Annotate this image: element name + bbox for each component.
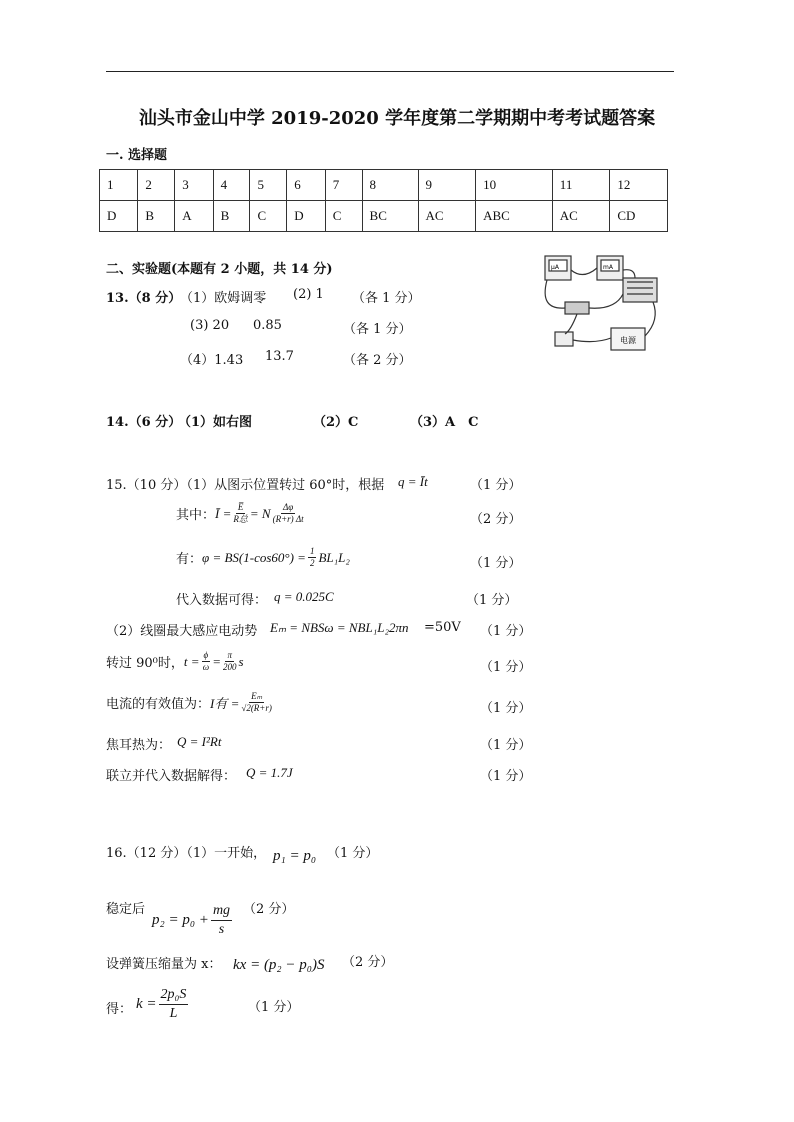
q15-line6-frac1 <box>202 650 211 673</box>
q15-line2-mid: = N <box>249 505 271 521</box>
q16-line1-text: 16.（12 分）（1）一开始， <box>106 846 267 861</box>
q16-line4-text: 得： <box>106 1002 133 1017</box>
table-cell: 7 <box>325 170 362 201</box>
frac-num: mg <box>211 902 232 921</box>
q16-line3-text: 设弹簧压缩量为 x： <box>106 957 222 972</box>
q15-line9-formula: Q = 1.7J <box>246 765 293 780</box>
page-title: 汕头市金山中学 2019-2020 学年度第二学期期中考考试题答案 <box>138 108 656 129</box>
q15-line9-text: 联立并代入数据解得： <box>106 769 237 784</box>
table-cell: AC <box>552 201 610 232</box>
q15-line8-formula: Q = I²Rt <box>177 734 222 749</box>
table-cell: 4 <box>213 170 250 201</box>
q14-label: 14.（6 分） <box>106 415 182 430</box>
table-cell: 11 <box>552 170 610 201</box>
q15-line6 <box>106 650 244 673</box>
q16-line3-formula: kx = (p₂ − p₀)S <box>233 957 325 973</box>
frac-den: 2 <box>309 558 315 568</box>
q15-line7-text: 电流的有效值为： <box>106 697 211 712</box>
q16-line1-formula: p₁ = p₀ <box>273 848 317 864</box>
q16-line2-lhs: p₂ = p₀ + <box>152 912 209 928</box>
q13-answer-4: （4）1.43 <box>180 353 244 368</box>
q16-line1-score: （1 分） <box>327 846 379 861</box>
q16-line4-score: （1 分） <box>248 1000 300 1015</box>
q15-line5-formula: Eₘ = NBSω = NBL₁L₂2πn <box>270 620 409 635</box>
q16-line4-lhs: k = <box>136 996 157 1012</box>
frac-num: π <box>227 650 232 660</box>
q15-line3-formula: φ = BS(1-cos60°) = <box>202 549 306 565</box>
q16-line2-frac <box>211 902 232 939</box>
table-cell: 1 <box>100 170 138 201</box>
table-cell: C <box>250 201 287 232</box>
table-cell: D <box>287 201 325 232</box>
q15-line6-mid: = <box>212 653 221 669</box>
table-cell: B <box>138 201 175 232</box>
q15-line6-score: （1 分） <box>480 660 532 675</box>
frac-num: 2p₀S <box>159 986 189 1005</box>
meter2-label: mA <box>603 264 613 271</box>
q15-line8-text: 焦耳热为： <box>106 738 172 753</box>
q15-line5-text: （2）线圈最大感应电动势 <box>106 624 258 639</box>
q16-line2-formula <box>152 902 234 939</box>
q15-line6-frac2 <box>223 650 237 673</box>
table-cell: C <box>325 201 362 232</box>
q13-answer-1: （1）欧姆调零 <box>180 291 267 306</box>
q13-answer-2: (2) 1 <box>293 287 324 302</box>
battery-label: 电源 <box>620 336 636 345</box>
q15-line4-formula: q = 0.025C <box>274 589 334 604</box>
frac-den: √2(R+r) <box>241 703 272 713</box>
table-cell: B <box>213 201 250 232</box>
table-row-answers <box>100 201 668 232</box>
table-cell: 9 <box>418 170 476 201</box>
header-rule <box>106 71 674 72</box>
meter1-label: μA <box>551 264 559 271</box>
q15-line6-tail: s <box>238 653 244 669</box>
table-cell: 2 <box>138 170 175 201</box>
frac-den: ω <box>202 662 210 672</box>
q13-answer-3b: 0.85 <box>253 318 282 333</box>
q15-line7-frac <box>241 691 272 714</box>
q15-line2-score: （2 分） <box>470 512 522 527</box>
q15-line1-text: 15.（10 分）（1）从图示位置转过 60°时，根据 <box>106 478 385 493</box>
q13-answer-3: (3) 20 <box>190 318 230 333</box>
q15-line7-lhs: I有 = <box>210 696 240 711</box>
frac-den: (R+r) Δt <box>272 514 304 524</box>
q15-line3 <box>176 546 350 569</box>
q13-answer-4b: 13.7 <box>265 349 294 364</box>
q14-answer-3: （3）A C <box>410 415 479 430</box>
table-cell: 6 <box>287 170 325 201</box>
table-cell: BC <box>362 201 418 232</box>
q15-line7-score: （1 分） <box>480 701 532 716</box>
q15-line3-text: 有： <box>176 552 203 567</box>
section1-heading: 一. 选择题 <box>106 148 168 163</box>
table-cell: CD <box>610 201 668 232</box>
section2-heading: 二、实验题(本题有 2 小题，共 14 分) <box>106 262 333 277</box>
table-cell: D <box>100 201 138 232</box>
q15-line4-score: （1 分） <box>466 593 518 608</box>
frac-num: Eₘ <box>251 691 263 701</box>
q15-line7 <box>106 691 274 714</box>
frac-num: 1 <box>309 546 315 556</box>
table-cell: ABC <box>476 201 553 232</box>
q15-line1-score: （1 分） <box>470 478 522 493</box>
q13-score-1: （各 1 分） <box>352 291 421 306</box>
frac-den: 200 <box>222 662 237 672</box>
table-cell: 8 <box>362 170 418 201</box>
frac-den: L <box>169 1006 178 1021</box>
q15-line4-text: 代入数据可得： <box>176 593 268 608</box>
q16-line2-text: 稳定后 <box>106 902 146 917</box>
frac-num: Δφ <box>283 502 294 512</box>
q15-line2-frac1 <box>233 502 248 525</box>
frac-den: R总 <box>233 514 248 524</box>
q15-line6-text: 转过 90⁰时， <box>106 656 184 671</box>
q15-line1-formula: q = Īt <box>398 474 428 489</box>
q15-line2 <box>176 502 306 525</box>
q16-line4-formula <box>136 986 190 1023</box>
q15-line3-tail: BL₁L₂ <box>318 549 350 565</box>
q13-label: 13.（8 分） <box>106 291 182 306</box>
frac-num: E̅ <box>237 502 244 512</box>
table-cell: AC <box>418 201 476 232</box>
circuit-diagram <box>535 250 670 365</box>
q15-line6-lhs: t = <box>183 653 200 669</box>
q15-line2-frac2 <box>273 502 304 525</box>
q15-line8-score: （1 分） <box>480 738 532 753</box>
q15-line3-frac <box>308 546 317 569</box>
q15-line9-score: （1 分） <box>480 769 532 784</box>
answer-table <box>99 169 668 232</box>
q15-line2-text: 其中： <box>176 508 216 523</box>
q13-score-2: （各 1 分） <box>343 322 412 337</box>
table-row-numbers <box>100 170 668 201</box>
q16-line4-frac <box>159 986 189 1023</box>
table-cell: 3 <box>175 170 213 201</box>
q15-line2-lhs: Ī = <box>215 505 232 521</box>
q16-line3-score: （2 分） <box>342 955 394 970</box>
q15-line3-score: （1 分） <box>470 556 522 571</box>
table-cell: A <box>175 201 213 232</box>
table-cell: 5 <box>250 170 287 201</box>
q13-score-3: （各 2 分） <box>343 353 412 368</box>
q14-answer-1: （1）如右图 <box>178 415 253 430</box>
q15-line5-score: （1 分） <box>480 624 532 639</box>
q15-line5-tail: =50V <box>424 620 461 635</box>
frac-den: s <box>218 922 225 937</box>
q16-line2-score: （2 分） <box>243 902 295 917</box>
table-cell: 10 <box>476 170 553 201</box>
table-cell: 12 <box>610 170 668 201</box>
frac-num: ϕ <box>203 650 209 660</box>
q14-answer-2: （2）C <box>313 415 359 430</box>
